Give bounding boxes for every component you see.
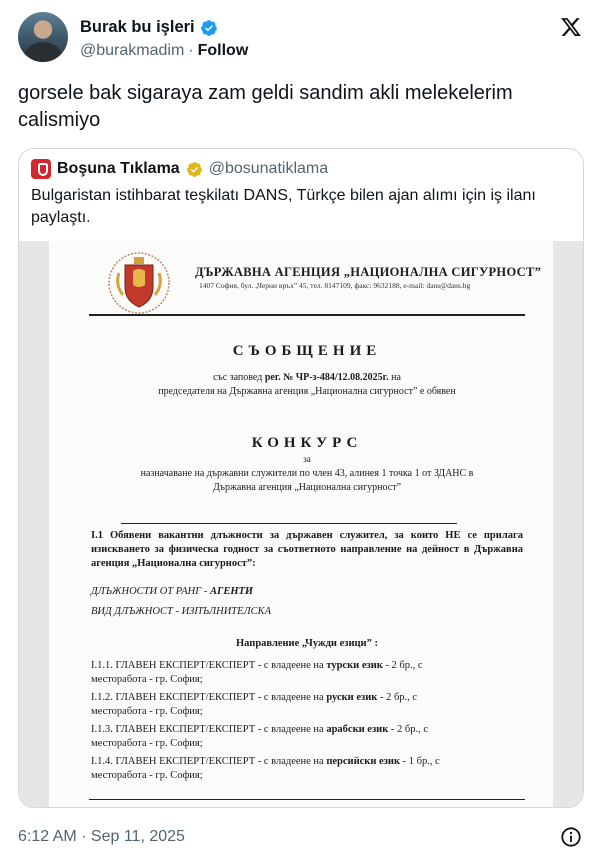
coat-of-arms-icon xyxy=(107,251,171,315)
author-handle[interactable]: @burakmadim xyxy=(80,42,185,59)
info-icon[interactable] xyxy=(560,826,582,848)
order-line-suffix: на xyxy=(391,372,401,383)
quoted-text: Bulgaristan istihbarat teşkilatı DANS, Türkçe bilen ajan alımı için iş ilanı paylaştı. xyxy=(31,187,536,226)
quoted-display-name: Boşuna Tıklama xyxy=(57,160,180,177)
document-page xyxy=(49,241,553,808)
tweet-header xyxy=(18,12,584,68)
position-item-line-2: месторабота - гр. София; xyxy=(91,674,203,685)
order-reference: рег. № ЧР-з-484/12.08.2025г. xyxy=(264,372,389,383)
for-word: за xyxy=(303,454,311,464)
order-line-prefix: със заповед xyxy=(213,372,263,383)
position-item-line-2: месторабота - гр. София; xyxy=(91,738,203,749)
x-logo-icon[interactable] xyxy=(560,16,582,38)
position-item-line-2: месторабота - гр. София; xyxy=(91,706,203,717)
doc-title-announcement: СЪОБЩЕНИЕ xyxy=(232,343,382,359)
position-item-line-2: месторабота - гр. София; xyxy=(91,770,203,781)
purpose-line-1: назначаване на държавни служители по член 43, алинея 1 точка 1 от ЗДАНС в xyxy=(140,468,474,479)
agency-address: 1407 София, бул. „Черни връх” 45, тел. 8147109, факс: 9632188, e-mail: dans@dans.bg xyxy=(199,281,471,290)
position-item-line-1: І.1.3. ГЛАВЕН ЕКСПЕРТ/ЕКСПЕРТ - с владеене на арабски език - 2 бр., с xyxy=(91,724,429,735)
agency-name: ДЪРЖАВНА АГЕНЦИЯ „НАЦИОНАЛНА СИГУРНОСТ” xyxy=(195,265,542,279)
rank-line xyxy=(91,585,523,599)
section-heading: І.1 Обявени вакантни длъжности за държавен служител, за които НЕ се прилага изискването за физическа годност за съответното направление на дейност в Държавна агенция „Национална сигурност”: xyxy=(91,530,523,569)
avatar[interactable] xyxy=(18,12,68,62)
gold-verified-badge-icon xyxy=(186,161,203,178)
quoted-avatar xyxy=(31,159,51,179)
position-item-line-1: І.1.4. ГЛАВЕН ЕКСПЕРТ/ЕКСПЕРТ - с владеене на персийски език - 1 бр., с xyxy=(91,756,440,767)
order-line-2: председателя на Държавна агенция „Национална сигурност” е обявен xyxy=(158,386,456,397)
author-handle-row xyxy=(80,42,248,60)
rank-prefix: ДЛЪЖНОСТИ ОТ РАНГ - xyxy=(91,586,210,597)
section-rule xyxy=(121,523,457,524)
footer-rule xyxy=(89,799,525,800)
position-item xyxy=(91,659,523,687)
timestamp[interactable]: 6:12 AM · Sep 11, 2025 xyxy=(18,828,185,845)
position-item xyxy=(91,723,523,751)
follow-button[interactable]: Follow xyxy=(197,42,249,59)
quoted-media-image[interactable] xyxy=(19,241,583,808)
quoted-header xyxy=(31,159,328,179)
verified-badge-icon xyxy=(200,19,218,37)
position-item xyxy=(91,755,523,783)
position-item-line-1: І.1.1. ГЛАВЕН ЕКСПЕРТ/ЕКСПЕРТ - с владеене на турски език - 2 бр., с xyxy=(91,660,423,671)
author-name-row xyxy=(80,18,218,37)
position-kind: ВИД ДЛЪЖНОСТ - ИЗПЪЛНИТЕЛСКА xyxy=(91,606,272,617)
rank-value: АГЕНТИ xyxy=(209,586,254,597)
position-item-line-1: І.1.2. ГЛАВЕН ЕКСПЕРТ/ЕКСПЕРТ - с владеене на руски език - 2 бр., с xyxy=(91,692,418,703)
quoted-tweet[interactable] xyxy=(18,148,584,808)
purpose-line-2: Държавна агенция „Национална сигурност” xyxy=(212,482,402,493)
direction-heading: Направление „Чужди езици” : xyxy=(236,638,378,649)
header-rule xyxy=(89,314,525,316)
position-item xyxy=(91,691,523,719)
doc-title-competition: КОНКУРС xyxy=(251,435,363,451)
quoted-handle: @bosunatiklama xyxy=(208,160,329,177)
tweet-text: gorsele bak sigaraya zam geldi sandim akli melekelerim calismiyo xyxy=(18,82,513,131)
tweet-footer xyxy=(18,826,584,850)
order-line xyxy=(89,371,525,384)
author-display-name[interactable]: Burak bu işleri xyxy=(80,18,195,36)
separator-dot: · xyxy=(188,42,194,59)
